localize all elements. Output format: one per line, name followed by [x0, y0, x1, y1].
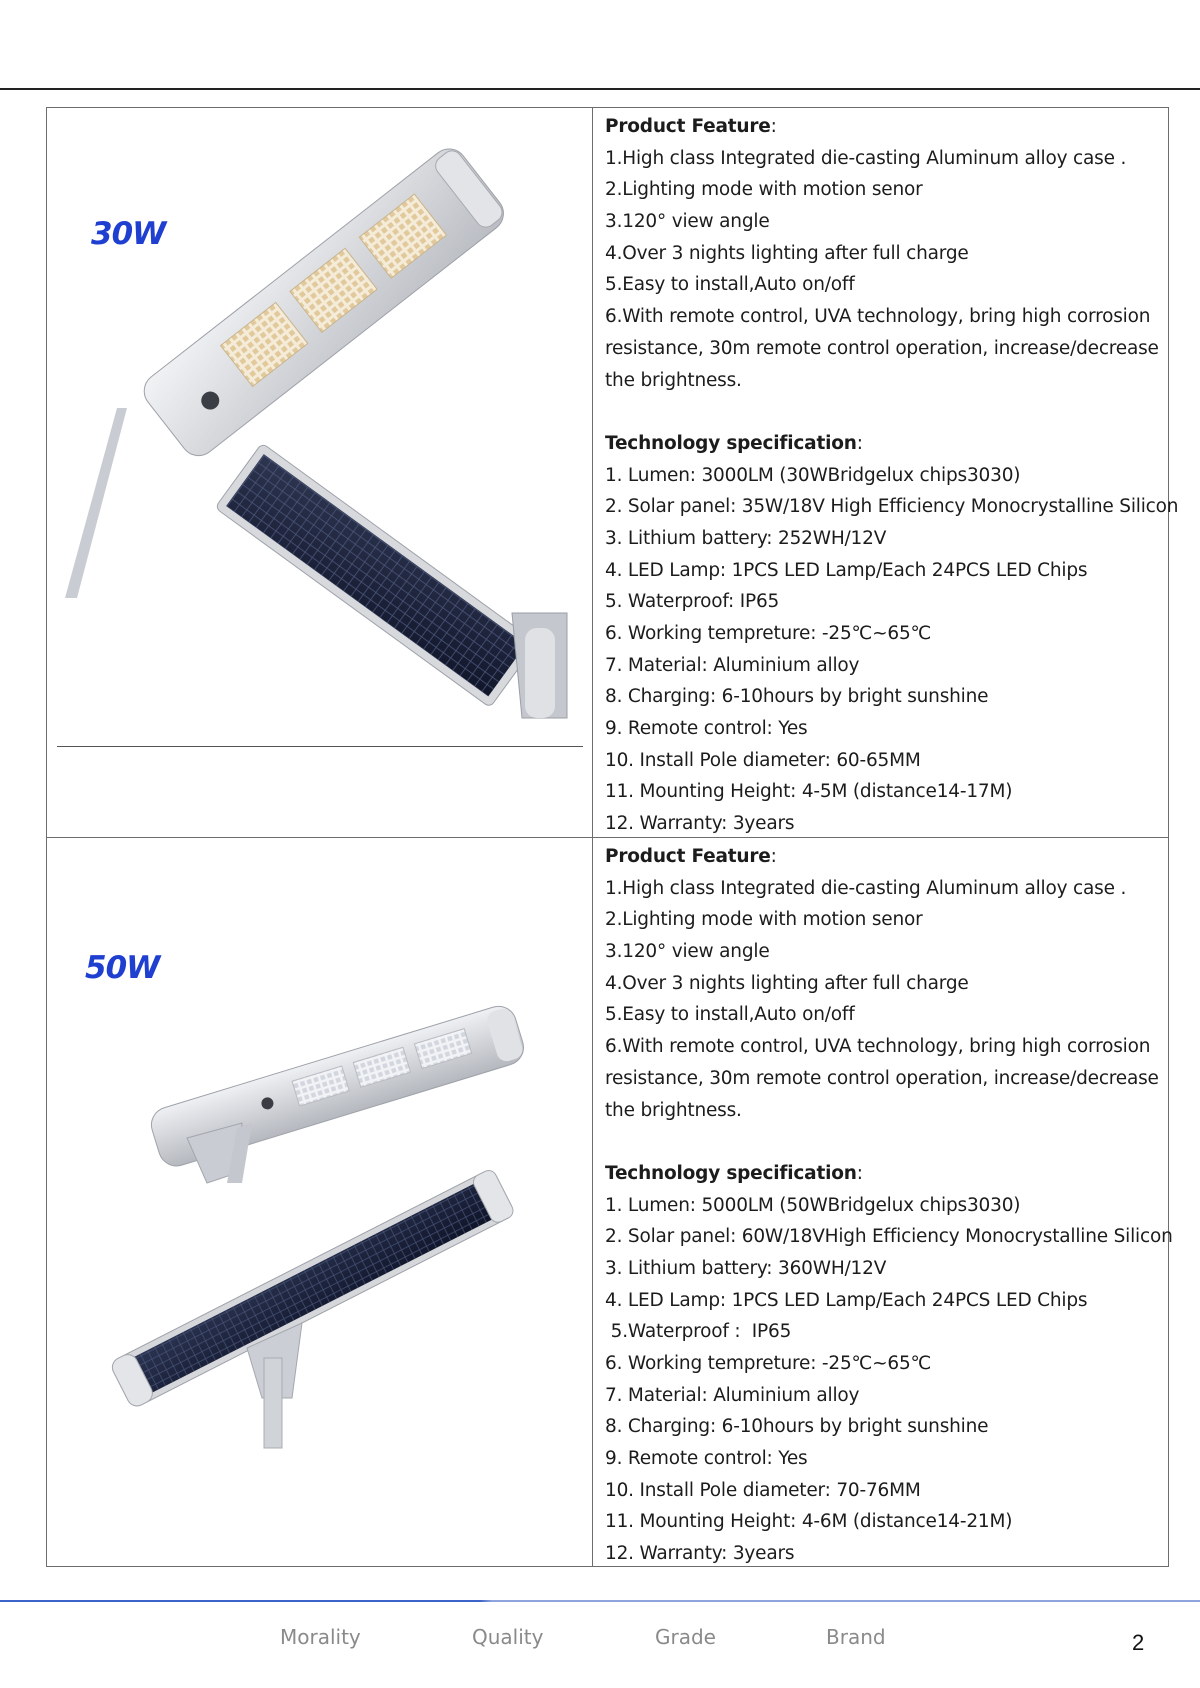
spec-line: 3. Lithium battery: 252WH/12V: [605, 527, 887, 549]
spec-line: 7. Material: Aluminium alloy: [605, 654, 860, 676]
spec-line: 4. LED Lamp: 1PCS LED Lamp/Each 24PCS LED Chips: [605, 1289, 1088, 1311]
spec-line: 5.Easy to install,Auto on/off: [605, 1004, 855, 1026]
footer-rule: [0, 1600, 1200, 1602]
street-light-30w-illustration: [47, 108, 592, 748]
spec-line: 5.Easy to install,Auto on/off: [605, 274, 855, 296]
section-heading-product-feature: Product Feature:: [605, 116, 777, 137]
image-caption-rule: [57, 746, 583, 747]
spec-line: 3.120° view angle: [605, 941, 770, 963]
spec-line: 1. Lumen: 5000LM (50WBridgelux chips3030): [605, 1194, 1021, 1216]
spec-line: 2. Solar panel: 60W/18VHigh Efficiency Monocrystalline Silicon: [605, 1226, 1173, 1248]
product-image-cell-50w: [47, 838, 592, 1567]
spec-line: 4.Over 3 nights lighting after full charge: [605, 972, 969, 994]
footer-item-brand: Brand: [826, 1625, 886, 1649]
spec-text-cell-30w: [605, 111, 1179, 840]
spec-line: 1.High class Integrated die-casting Aluminum alloy case .: [605, 147, 1127, 169]
spec-line: 4. LED Lamp: 1PCS LED Lamp/Each 24PCS LED Chips: [605, 559, 1088, 581]
page-number: 2: [1132, 1630, 1145, 1655]
spacer-line: [605, 396, 1165, 428]
spec-line: 6.With remote control, UVA technology, bring high corrosion: [605, 306, 1151, 328]
spec-line: 3.120° view angle: [605, 211, 770, 233]
footer-item-morality: Morality: [280, 1625, 361, 1649]
spec-line: 6. Working tempreture: -25℃~65℃: [605, 623, 932, 644]
spacer-line: [605, 1126, 1165, 1158]
spec-line: 5. Waterproof: IP65: [605, 591, 780, 613]
wattage-label-50w: 50W: [85, 950, 160, 986]
spec-line: 5.Waterproof : IP65: [605, 1321, 792, 1343]
spec-line: resistance, 30m remote control operation, increase/decrease: [605, 1067, 1159, 1089]
spec-line: 2.Lighting mode with motion senor: [605, 179, 923, 201]
product-spec-table: [46, 107, 1179, 1567]
spec-line: 12. Warranty: 3years: [605, 813, 795, 835]
spec-line: the brightness.: [605, 1099, 742, 1121]
spec-line: 8. Charging: 6-10hours by bright sunshine: [605, 1416, 989, 1438]
product-image-cell-30w: [47, 108, 592, 837]
spec-line: 7. Material: Aluminium alloy: [605, 1384, 860, 1406]
spec-line: 6. Working tempreture: -25℃~65℃: [605, 1353, 932, 1374]
spec-line: 10. Install Pole diameter: 70-76MM: [605, 1479, 921, 1501]
spec-line: 3. Lithium battery: 360WH/12V: [605, 1257, 887, 1279]
footer-item-grade: Grade: [655, 1625, 716, 1649]
spec-line: 10. Install Pole diameter: 60-65MM: [605, 749, 921, 771]
spec-line: 12. Warranty: 3years: [605, 1543, 795, 1565]
spec-line: 6.With remote control, UVA technology, bring high corrosion: [605, 1036, 1151, 1058]
header-rule: [0, 88, 1200, 90]
spec-line: the brightness.: [605, 369, 742, 391]
section-heading-technology-specification: Technology specification:: [605, 432, 863, 454]
spec-line: 1. Lumen: 3000LM (30WBridgelux chips3030): [605, 464, 1021, 486]
spec-line: 11. Mounting Height: 4-5M (distance14-17M): [605, 781, 1013, 803]
spec-line: 4.Over 3 nights lighting after full charge: [605, 242, 969, 264]
spec-line: 2.Lighting mode with motion senor: [605, 909, 923, 931]
spec-line: 8. Charging: 6-10hours by bright sunshine: [605, 686, 989, 708]
spec-text-cell-50w: [605, 841, 1173, 1570]
spec-line: resistance, 30m remote control operation, increase/decrease: [605, 337, 1159, 359]
wattage-label-30w: 30W: [91, 216, 166, 252]
footer-item-quality: Quality: [472, 1625, 544, 1649]
spec-line: 9. Remote control: Yes: [605, 1448, 808, 1470]
spec-line: 11. Mounting Height: 4-6M (distance14-21M): [605, 1511, 1013, 1533]
spec-line: 2. Solar panel: 35W/18V High Efficiency Monocrystalline Silicon: [605, 496, 1179, 518]
spec-line: 9. Remote control: Yes: [605, 718, 808, 740]
spec-line: 1.High class Integrated die-casting Aluminum alloy case .: [605, 877, 1127, 899]
street-light-50w-illustration: [47, 838, 592, 1567]
section-heading-technology-specification: Technology specification:: [605, 1162, 863, 1184]
section-heading-product-feature: Product Feature:: [605, 846, 777, 867]
